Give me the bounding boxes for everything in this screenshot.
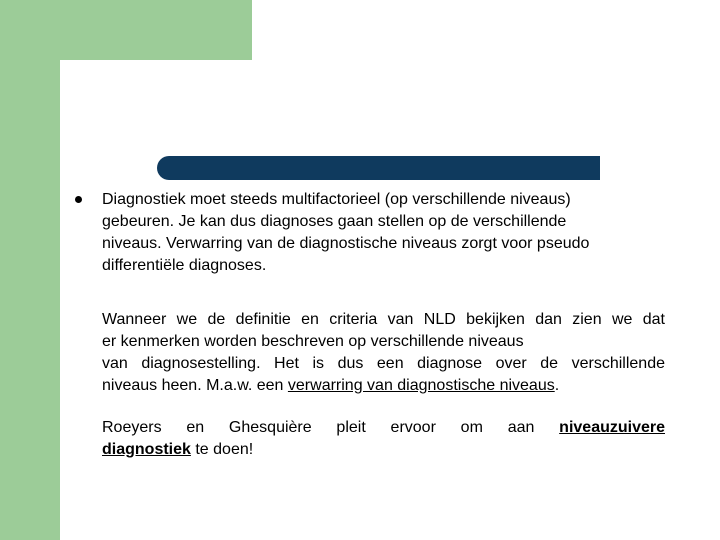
text-line: differentiële diagnoses.	[102, 257, 267, 274]
text-segment: Roeyers en Ghesquière pleit ervoor om aan	[102, 419, 560, 436]
text-segment: te doen!	[190, 441, 254, 458]
underlined-phrase: verwarring van diagnostische niveaus	[287, 377, 555, 394]
paragraph-diagnostiek	[102, 189, 665, 277]
text-segment: .	[554, 377, 560, 394]
content-corner	[60, 60, 100, 100]
paragraph-roeyers	[102, 417, 665, 461]
bullet-icon	[75, 196, 82, 203]
text-line: Diagnostiek moet steeds multifactorieel (op verschillende niveaus)	[102, 191, 571, 208]
accent-bar-left	[0, 0, 60, 540]
text-line: Wanneer we de definitie en criteria van NLD bekijken dan zien we dat	[102, 311, 665, 328]
text-line	[102, 439, 665, 461]
bold-underlined-term: niveauzuivere	[559, 419, 665, 436]
bold-underlined-term: diagnostiek	[102, 441, 191, 458]
accent-bar-top	[0, 0, 252, 60]
text-line	[102, 375, 665, 397]
text-line: er kenmerken worden beschreven op verschillende niveaus	[102, 333, 524, 350]
text-line: van diagnosestelling. Het is dus een diagnose over de verschillende	[102, 355, 665, 372]
paragraph-nld	[102, 309, 665, 397]
text-segment: niveaus heen. M.a.w. een	[102, 377, 288, 394]
title-bar	[157, 156, 600, 180]
text-line: gebeuren. Je kan dus diagnoses gaan stellen op de verschillende	[102, 213, 567, 230]
text-line	[102, 417, 665, 439]
text-line: niveaus. Verwarring van de diagnostische niveaus zorgt voor pseudo	[102, 235, 590, 252]
